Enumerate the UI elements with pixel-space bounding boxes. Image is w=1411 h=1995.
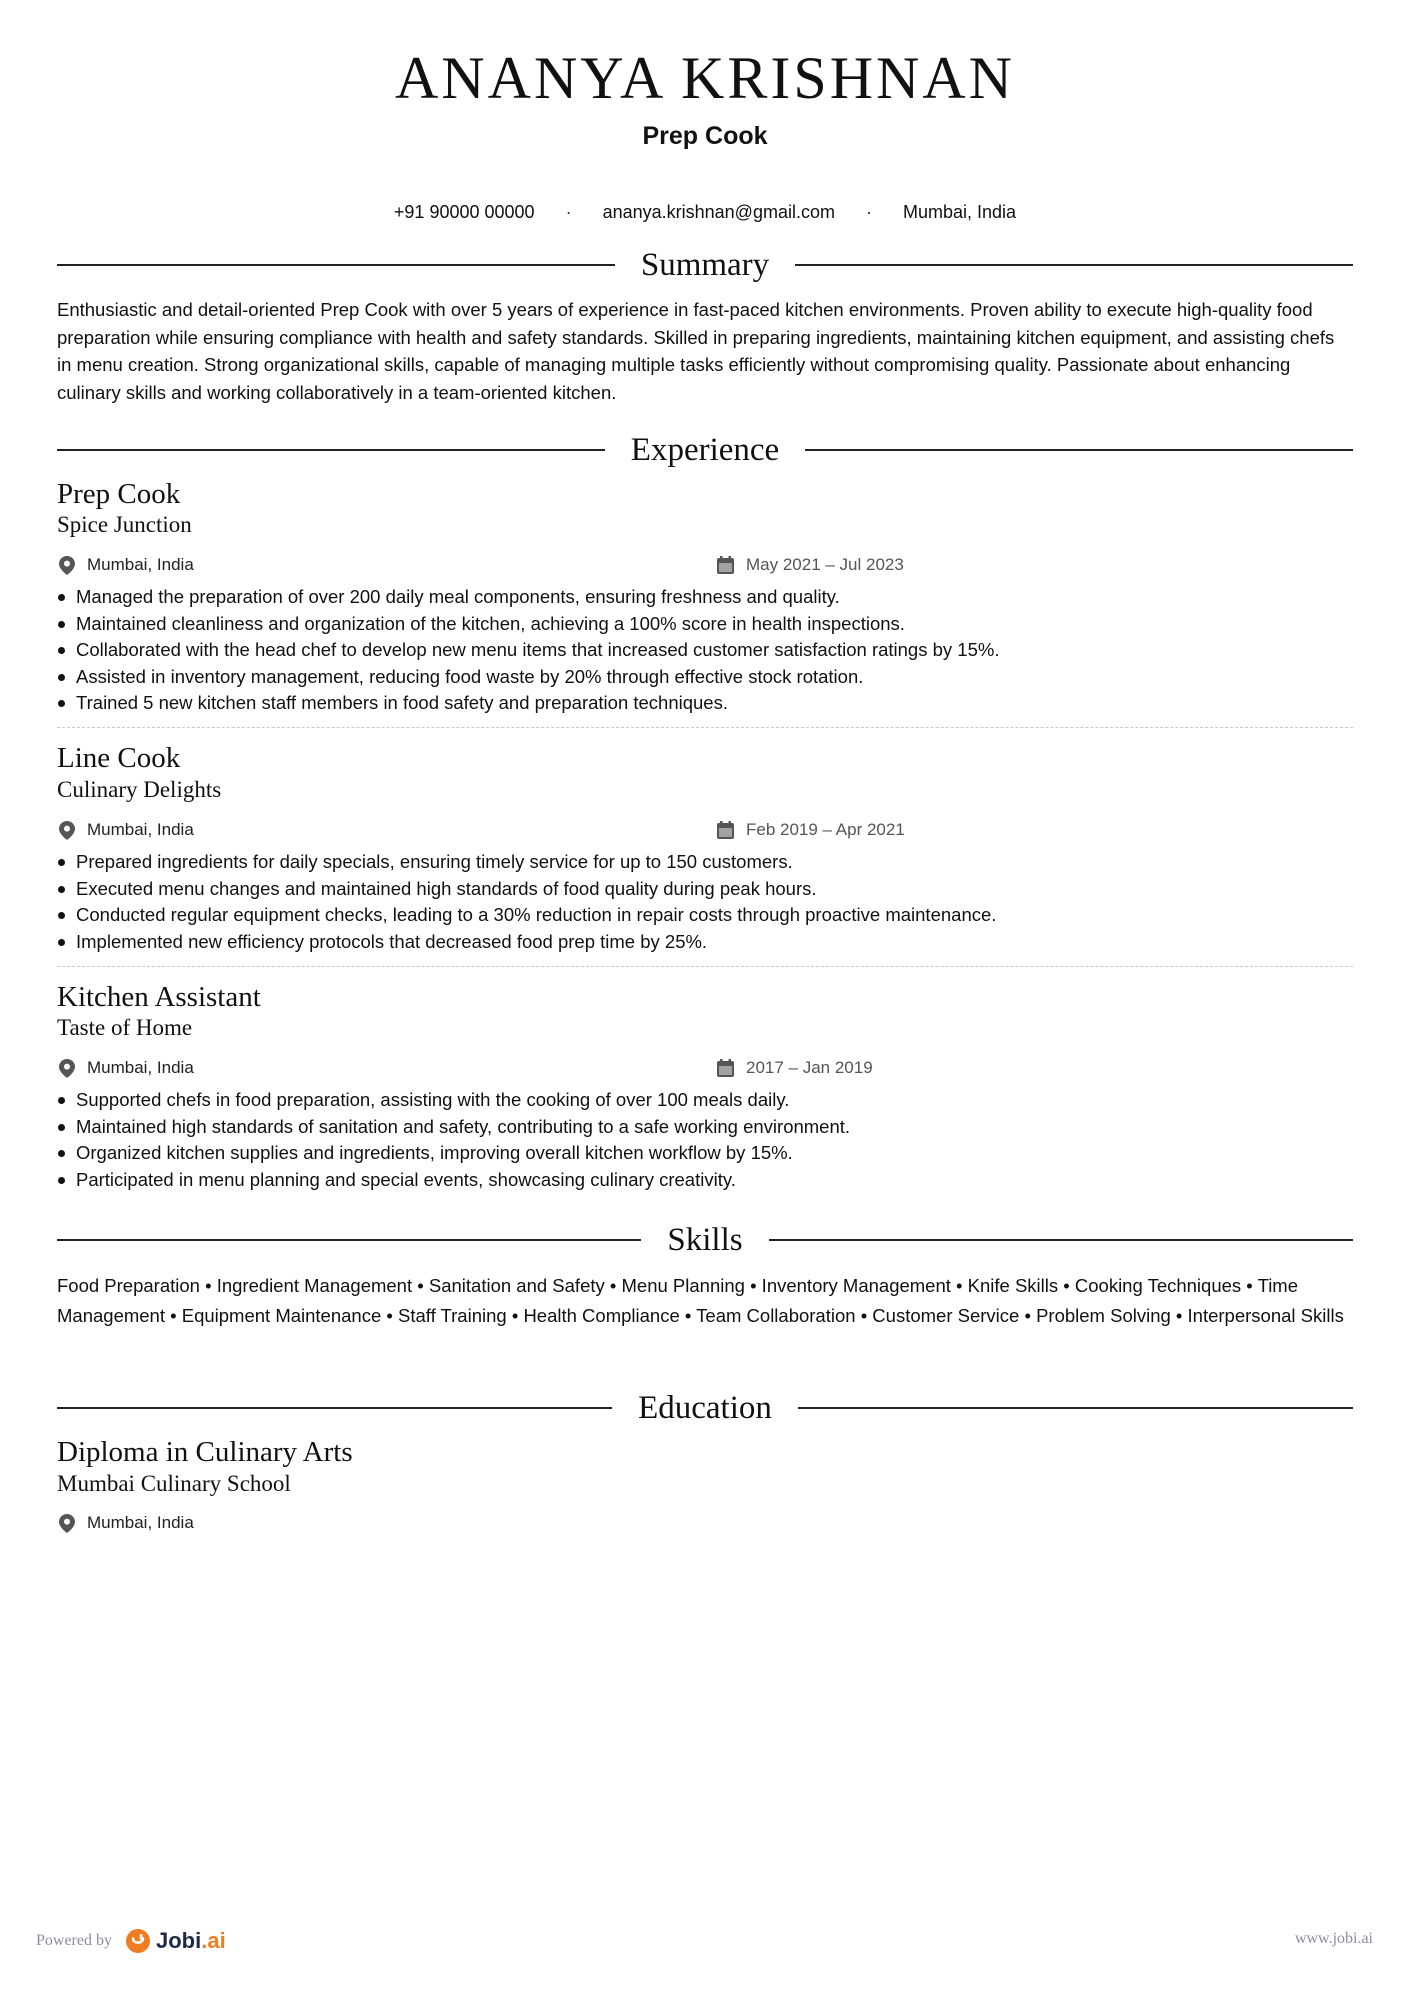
section-title: Experience bbox=[630, 431, 780, 468]
contact-row bbox=[57, 202, 1353, 223]
powered-by-label: Powered by bbox=[36, 1932, 112, 1949]
list-item: Collaborated with the head chef to develop new menu items that increased customer satisfaction ratings by 15%. bbox=[57, 637, 1353, 664]
list-item: Conducted regular equipment checks, leading to a 30% reduction in repair costs through proactive maintenance. bbox=[57, 902, 1353, 929]
job-company: Culinary Delights bbox=[57, 777, 222, 802]
map-pin-icon bbox=[59, 1514, 75, 1533]
job-company: Taste of Home bbox=[57, 1015, 193, 1040]
education-location bbox=[59, 1512, 194, 1534]
job-dates-text: 2017 – Jan 2019 bbox=[746, 1058, 873, 1077]
list-item: Assisted in inventory management, reducing food waste by 20% through effective stock rotation. bbox=[57, 664, 1353, 691]
job-dates bbox=[717, 554, 904, 576]
list-item: Supported chefs in food preparation, assisting with the cooking of over 100 meals daily. bbox=[57, 1087, 1353, 1114]
brand-suffix: .ai bbox=[201, 1928, 226, 1953]
education-heading bbox=[57, 1388, 1353, 1428]
candidate-name: ANANYA KRISHNAN bbox=[394, 45, 1016, 111]
heading-rule bbox=[57, 264, 615, 266]
list-item: Maintained high standards of sanitation and safety, contributing to a safe working environment. bbox=[57, 1114, 1353, 1141]
job-location-text: Mumbai, India bbox=[87, 820, 194, 839]
education-degree: Diploma in Culinary Arts bbox=[57, 1436, 353, 1468]
job-dates-text: Feb 2019 – Apr 2021 bbox=[746, 820, 905, 839]
contact-phone[interactable]: +91 90000 00000 bbox=[393, 202, 535, 222]
job-location-text: Mumbai, India bbox=[87, 555, 194, 574]
heading-rule bbox=[57, 1407, 612, 1409]
summary-heading bbox=[57, 245, 1353, 285]
education-location-text: Mumbai, India bbox=[87, 1513, 194, 1532]
job-dates-text: May 2021 – Jul 2023 bbox=[746, 555, 904, 574]
job-company: Spice Junction bbox=[57, 512, 192, 537]
job-title: Kitchen Assistant bbox=[57, 981, 261, 1013]
job-dates bbox=[717, 819, 905, 841]
contact-separator: · bbox=[866, 202, 872, 222]
education-school: Mumbai Culinary School bbox=[57, 1471, 291, 1496]
heading-rule bbox=[805, 449, 1353, 451]
brand-main: Jobi bbox=[155, 1928, 202, 1953]
heading-rule bbox=[795, 264, 1353, 266]
experience-heading bbox=[57, 430, 1353, 470]
job-bullets bbox=[57, 849, 1353, 955]
list-item: Executed menu changes and maintained high standards of food quality during peak hours. bbox=[57, 876, 1353, 903]
contact-email[interactable]: ananya.krishnan@gmail.com bbox=[602, 202, 835, 222]
powered-by[interactable] bbox=[36, 1928, 226, 1954]
job-bullets bbox=[57, 584, 1353, 717]
job-title: Line Cook bbox=[57, 742, 181, 774]
section-title: Education bbox=[638, 1389, 772, 1426]
map-pin-icon bbox=[59, 556, 75, 575]
job-divider bbox=[57, 727, 1353, 728]
skills-heading bbox=[57, 1220, 1353, 1260]
calendar-icon bbox=[717, 556, 734, 574]
heading-rule bbox=[57, 449, 605, 451]
job-location bbox=[59, 819, 194, 841]
list-item: Participated in menu planning and special events, showcasing culinary creativity. bbox=[57, 1167, 1353, 1194]
job-location-text: Mumbai, India bbox=[87, 1058, 194, 1077]
map-pin-icon bbox=[59, 821, 75, 840]
job-title: Prep Cook bbox=[57, 478, 181, 510]
list-item: Trained 5 new kitchen staff members in food safety and preparation techniques. bbox=[57, 690, 1353, 717]
job-location bbox=[59, 554, 194, 576]
section-title: Summary bbox=[640, 246, 770, 283]
job-divider bbox=[57, 966, 1353, 967]
candidate-headline: Prep Cook bbox=[642, 122, 768, 150]
list-item: Implemented new efficiency protocols that decreased food prep time by 25%. bbox=[57, 929, 1353, 956]
skills-text: Food Preparation • Ingredient Management • Sanitation and Safety • Menu Planning • Inventory Management • Knife Skills • Cooking Techniques • Time Management • Equipment Maintenance • Staff Training • Health Compliance • Team Collaboration • Customer Service • Problem Solving • Interpersonal Skills bbox=[57, 1275, 1344, 1326]
map-pin-icon bbox=[59, 1059, 75, 1078]
list-item: Prepared ingredients for daily specials, ensuring timely service for up to 150 customers. bbox=[57, 849, 1353, 876]
website-link[interactable]: www.jobi.ai bbox=[1294, 1930, 1373, 1947]
jobi-logo-icon bbox=[126, 1929, 150, 1953]
list-item: Maintained cleanliness and organization of the kitchen, achieving a 100% score in health inspections. bbox=[57, 611, 1353, 638]
job-bullets bbox=[57, 1087, 1353, 1193]
job-dates bbox=[717, 1057, 873, 1079]
list-item: Managed the preparation of over 200 daily meal components, ensuring freshness and quality. bbox=[57, 584, 1353, 611]
list-item: Organized kitchen supplies and ingredients, improving overall kitchen workflow by 15%. bbox=[57, 1140, 1353, 1167]
summary-text: Enthusiastic and detail-oriented Prep Cook with over 5 years of experience in fast-paced kitchen environments. Proven ability to execute high-quality food preparation while ensuring compliance with health and safety standards. Skilled in preparing ingredients, maintaining kitchen equipment, and assisting chefs in menu creation. Strong organizational skills, capable of managing multiple tasks efficiently without compromising quality. Passionate about enhancing culinary skills and working collaboratively in a team-oriented kitchen. bbox=[57, 299, 1335, 403]
heading-rule bbox=[798, 1407, 1353, 1409]
calendar-icon bbox=[717, 1059, 734, 1077]
contact-separator: · bbox=[565, 202, 572, 222]
section-title: Skills bbox=[667, 1221, 743, 1258]
calendar-icon bbox=[717, 821, 734, 839]
brand-name bbox=[156, 1928, 226, 1954]
heading-rule bbox=[57, 1239, 641, 1241]
heading-rule bbox=[769, 1239, 1353, 1241]
job-location bbox=[59, 1057, 194, 1079]
contact-location: Mumbai, India bbox=[903, 202, 1017, 222]
